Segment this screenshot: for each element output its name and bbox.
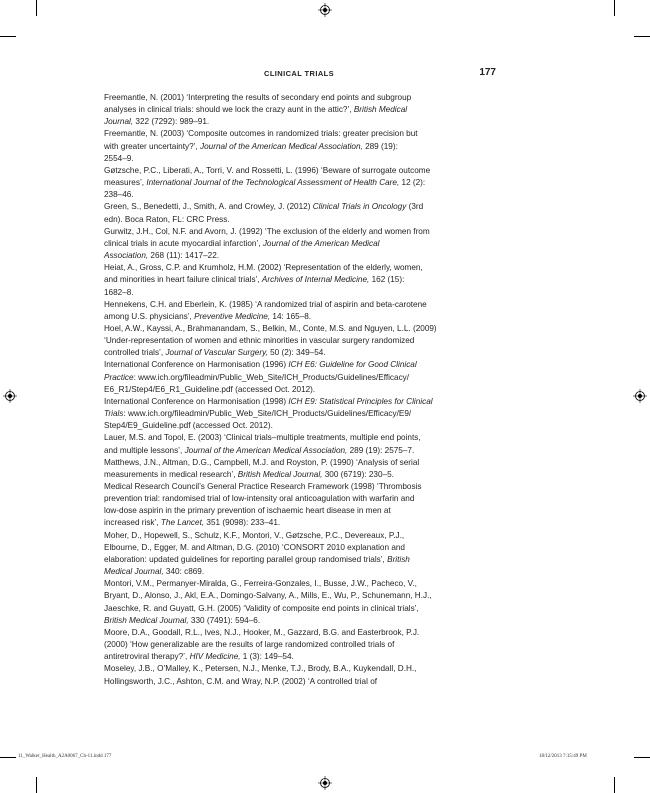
crop-mark (614, 777, 615, 793)
reference-line: Hollingsworth, J.C., Ashton, C.M. and Wray, N.P. (2002) ‘A controlled trial of (104, 676, 378, 686)
reference-line: low-dose aspirin in the primary prevention of ischaemic heart disease in men at (104, 506, 391, 516)
reference-line: Gøtzsche, P.C., Liberati, A., Torri, V. and Rossetti, L. (1996) ‘Beware of surrogate outcome (104, 165, 431, 175)
crop-mark (634, 36, 650, 37)
reference-entry (104, 396, 496, 432)
reference-entry (104, 359, 496, 395)
reference-line: Trials: www.ich.org/fileadmin/Public_Web_Site/ICH_Products/Guidelines/Efficacy/E9/ (104, 409, 412, 419)
reference-line: Step4/E9_Guideline.pdf (accessed Oct. 2012). (104, 421, 273, 431)
reference-line: 1682–8. (104, 287, 134, 297)
reference-line: Jaeschke, R. and Guyatt, G.H. (2005) ‘Validity of composite end points in clinical trials’, (104, 603, 419, 613)
reference-line: controlled trials’, Journal of Vascular Surgery, 50 (2): 349–54. (104, 348, 326, 358)
page-number: 177 (479, 67, 496, 78)
reference-line: Hoel, A.W., Kayssi, A., Brahmanandam, S., Belkin, M., Conte, M.S. and Nguyen, L.L. (2009) (104, 323, 437, 333)
reference-line: International Conference on Harmonisation (1998) ICH E9: Statistical Principles for Clinical (104, 396, 433, 406)
reference-line: Practice: www.ich.org/fileadmin/Public_Web_Site/ICH_Products/Guidelines/Efficacy/ (104, 372, 410, 382)
reference-line: E6_R1/Step4/E6_R1_Guideline.pdf (accessed Oct. 2012). (104, 384, 316, 394)
reference-entry (104, 92, 496, 128)
registration-mark-icon (318, 776, 332, 790)
reference-line: Lauer, M.S. and Topol, E. (2003) ‘Clinical trials–multiple treatments, multiple end points, (104, 433, 421, 443)
registration-mark-icon (633, 389, 647, 403)
reference-entry (104, 299, 496, 323)
reference-line: increased risk’, The Lancet, 351 (9098): 233–41. (104, 518, 281, 528)
reference-line: measurements in medical research’, British Medical Journal, 300 (6719): 230–5. (104, 469, 394, 479)
reference-line: edn). Boca Raton, FL: CRC Press. (104, 214, 230, 224)
reference-line: Bryant, D., Alonso, J., Akl, E.A., Domingo-Salvany, A., Mills, E., Wu, P., Schunemann, H.J., (104, 591, 432, 601)
reference-line: British Medical Journal, 330 (7491): 594–6. (104, 615, 261, 625)
reference-line: and multiple lessons’, Journal of the American Medical Association, 289 (19): 2575–7. (104, 445, 415, 455)
slug-file: 11_Walker_Health_A2A0067_Ch-11.indd 177 (18, 754, 112, 759)
reference-line: International Conference on Harmonisation (1996) ICH E6: Guideline for Good Clinical (104, 360, 417, 370)
reference-line: Matthews, J.N., Altman, D.G., Campbell, M.J. and Royston, P. (1990) ‘Analysis of serial (104, 457, 420, 467)
registration-mark-icon (318, 3, 332, 17)
reference-entry (104, 226, 496, 262)
reference-line: Gurwitz, J.H., Col, N.F. and Avorn, J. (1992) ‘The exclusion of the elderly and women from (104, 226, 430, 236)
reference-entry (104, 578, 496, 627)
reference-line: Moher, D., Hopewell, S., Schulz, K.F., Montori, V., Gøtzsche, P.C., Devereaux, P.J., (104, 530, 405, 540)
reference-entry (104, 201, 496, 225)
reference-line: Heiat, A., Gross, C.P. and Krumholz, H.M. (2002) ‘Representation of the elderly, women, (104, 263, 423, 273)
reference-entry (104, 165, 496, 201)
reference-entry (104, 530, 496, 579)
reference-line: Freemantle, N. (2003) ‘Composite outcomes in randomized trials: greater precision but (104, 129, 418, 139)
reference-line: Medical Research Council’s General Practice Research Framework (1998) ‘Thrombosis (104, 482, 422, 491)
crop-mark (614, 0, 615, 16)
reference-line: elaboration: updated guidelines for reporting parallel group randomised trials’, British (104, 554, 410, 564)
slug-timestamp: 18/12/2013 7:15:49 PM (539, 754, 587, 759)
reference-entry (104, 481, 496, 530)
reference-line: among U.S. physicians’, Preventive Medicine, 14: 165–8. (104, 311, 312, 321)
reference-entry (104, 663, 496, 687)
reference-line: Montori, V.M., Permanyer-Miralda, G., Ferreira-Gonzales, I., Busse, J.W., Pacheco, V., (104, 579, 417, 589)
reference-line: 2554–9. (104, 153, 134, 163)
reference-line: antiretroviral therapy?’, HIV Medicine, 1 (3): 149–54. (104, 652, 294, 662)
reference-line: analyses in clinical trials: should we lock the crazy aunt in the attic?’, British Medical (104, 105, 408, 115)
reference-line: Moseley, J.B., O’Malley, K., Petersen, N.J., Menke, T.J., Brody, B.A., Kuykendall, D.H., (104, 664, 417, 674)
reference-line: Freemantle, N. (2001) ‘Interpreting the results of secondary end points and subgroup (104, 93, 412, 102)
running-head: CLINICAL TRIALS (264, 69, 335, 78)
reference-line: (2000) ‘How generalizable are the results of large randomized controlled trials of (104, 640, 395, 650)
reference-line: with greater uncertainty?’, Journal of the American Medical Association, 289 (19): (104, 141, 398, 151)
reference-line: Hennekens, C.H. and Eberlein, K. (1985) ‘A randomized trial of aspirin and beta-carotene (104, 299, 427, 309)
reference-line: 238–46. (104, 190, 134, 200)
reference-entry (104, 262, 496, 298)
crop-mark (36, 0, 37, 16)
reference-line: and minorities in heart failure clinical trials’, Archives of Internal Medicine, 162 (15): (104, 275, 405, 285)
reference-entry (104, 128, 496, 164)
registration-mark-icon (3, 389, 17, 403)
reference-entry (104, 627, 496, 663)
crop-mark (0, 757, 16, 758)
reference-line: Medical Journal, 340: c869. (104, 567, 205, 577)
reference-line: Elbourne, D., Egger, M. and Altman, D.G. (2010) ‘CONSORT 2010 explanation and (104, 542, 405, 552)
reference-line: Association, 268 (11): 1417–22. (104, 251, 220, 261)
reference-line: clinical trials in acute myocardial infarction’, Journal of the American Medical (104, 238, 380, 248)
reference-line: Journal, 322 (7292): 989–91. (104, 117, 210, 127)
reference-entry (104, 432, 496, 456)
reference-line: measures’, International Journal of the Technological Assessment of Health Care, 12 (2): (104, 178, 426, 188)
crop-mark (36, 777, 37, 793)
reference-entry (104, 323, 496, 359)
reference-line: Green, S., Benedetti, J., Smith, A. and Crowley, J. (2012) Clinical Trials in Oncology (3rd (104, 202, 424, 212)
reference-entry (104, 457, 496, 481)
crop-mark (0, 36, 16, 37)
running-header (104, 67, 496, 81)
reference-line: prevention trial: randomised trial of low-intensity oral anticoagulation with warfarin and (104, 494, 415, 504)
reference-line: ‘Under-representation of women and ethnic minorities in vascular surgery randomized (104, 336, 415, 346)
reference-line: Moore, D.A., Goodall, R.L., Ives, N.J., Hooker, M., Gazzard, B.G. and Easterbrook, P.J. (104, 627, 420, 637)
reference-list (104, 92, 496, 688)
crop-mark (634, 757, 650, 758)
